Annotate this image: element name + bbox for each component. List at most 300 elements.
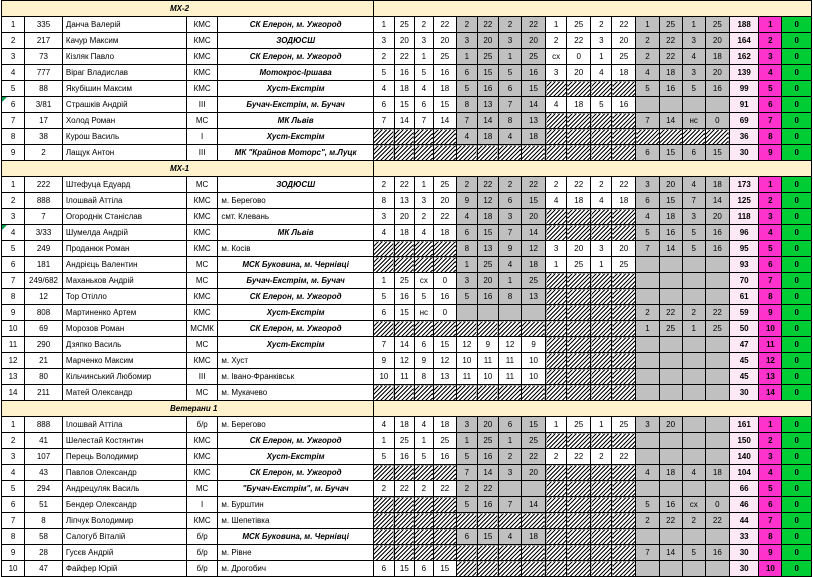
position-cell: 3 — [2, 49, 25, 65]
final-place-cell: 10 — [759, 321, 782, 337]
table-row — [2, 145, 812, 161]
race-result-cell: 11 — [498, 353, 521, 369]
rider-name-cell: Ліпчук Володимир — [62, 513, 186, 529]
race-result-cell: 7 — [498, 225, 521, 241]
race-result-cell: 25 — [705, 17, 729, 33]
race-result-cell: 18 — [477, 129, 498, 145]
race-result-cell: 25 — [659, 17, 682, 33]
race-result-cell — [521, 305, 545, 321]
sport-rank-cell: МС — [186, 113, 218, 129]
race-result-cell: 5 — [456, 449, 477, 465]
final-place-cell: 1 — [759, 177, 782, 193]
rider-name-cell: Файфер Юрій — [62, 561, 186, 577]
race-result-cell: 2 — [591, 177, 612, 193]
race-result-cell — [659, 97, 682, 113]
status-cell: 0 — [782, 177, 812, 193]
race-result-cell: 18 — [521, 257, 545, 273]
race-result-cell: 14 — [705, 193, 729, 209]
total-points-cell: 59 — [729, 305, 758, 321]
race-result-cell: сх — [546, 49, 567, 65]
race-result-cell — [636, 385, 659, 401]
position-cell: 6 — [2, 497, 25, 513]
race-result-cell: 1 — [546, 17, 567, 33]
race-result-cell — [636, 433, 659, 449]
race-result-cell: 5 — [373, 65, 394, 81]
race-result-cell — [682, 481, 705, 497]
race-result-cell — [682, 529, 705, 545]
race-result-cell: 25 — [521, 273, 545, 289]
race-result-cell — [705, 97, 729, 113]
race-result-cell: 11 — [456, 369, 477, 385]
table-row — [2, 337, 812, 353]
race-result-cell — [682, 337, 705, 353]
race-result-cell: 4 — [636, 209, 659, 225]
race-result-cell — [682, 385, 705, 401]
table-row — [2, 97, 812, 113]
race-result-cell — [414, 385, 433, 401]
final-place-cell: 3 — [759, 449, 782, 465]
status-cell: 0 — [782, 17, 812, 33]
race-result-cell: 25 — [612, 257, 636, 273]
status-cell: 0 — [782, 33, 812, 49]
race-result-cell — [636, 289, 659, 305]
race-result-cell — [433, 529, 456, 545]
race-result-cell — [498, 385, 521, 401]
race-result-cell: 1 — [456, 433, 477, 449]
club-cell: Хуст-Екстрім — [218, 129, 374, 145]
race-result-cell: 16 — [705, 545, 729, 561]
rider-name-cell: Мартиненко Артем — [62, 305, 186, 321]
total-points-cell: 188 — [729, 17, 758, 33]
rider-number-cell: 3/33 — [25, 225, 63, 241]
race-result-cell: 2 — [498, 449, 521, 465]
race-result-cell: 9 — [456, 193, 477, 209]
race-result-cell — [456, 561, 477, 577]
race-result-cell: 2 — [373, 481, 394, 497]
rider-name-cell: Шелестай Костянтин — [62, 433, 186, 449]
race-result-cell — [705, 353, 729, 369]
race-result-cell — [394, 145, 414, 161]
race-result-cell — [659, 257, 682, 273]
race-result-cell: 4 — [682, 465, 705, 481]
rider-name-cell: Гусєв Андрій — [62, 545, 186, 561]
race-result-cell — [591, 337, 612, 353]
total-points-cell: 33 — [729, 529, 758, 545]
position-cell: 12 — [2, 353, 25, 369]
race-result-cell: 20 — [659, 177, 682, 193]
race-result-cell: 16 — [521, 65, 545, 81]
table-row — [2, 529, 812, 545]
table-row — [2, 545, 812, 561]
race-result-cell: 1 — [591, 49, 612, 65]
race-result-cell: 16 — [394, 65, 414, 81]
race-result-cell: 5 — [373, 289, 394, 305]
status-cell: 0 — [782, 113, 812, 129]
race-result-cell — [591, 129, 612, 145]
race-result-cell: 12 — [456, 337, 477, 353]
sport-rank-cell: б/р — [186, 545, 218, 561]
table-row — [2, 465, 812, 481]
race-result-cell — [546, 369, 567, 385]
race-result-cell — [456, 305, 477, 321]
race-result-cell — [394, 129, 414, 145]
race-result-cell: 18 — [659, 65, 682, 81]
race-result-cell — [659, 337, 682, 353]
total-points-cell: 30 — [729, 385, 758, 401]
position-cell: 5 — [2, 481, 25, 497]
race-result-cell: 20 — [521, 209, 545, 225]
rider-number-cell: 88 — [25, 81, 63, 97]
race-result-cell — [394, 545, 414, 561]
race-result-cell — [394, 529, 414, 545]
rider-name-cell: Перець Володимир — [62, 449, 186, 465]
race-result-cell: 2 — [498, 17, 521, 33]
total-points-cell: 96 — [729, 225, 758, 241]
rider-number-cell: 181 — [25, 257, 63, 273]
race-result-cell: 22 — [659, 513, 682, 529]
race-result-cell — [414, 257, 433, 273]
rider-name-cell: Салогуб Віталій — [62, 529, 186, 545]
race-result-cell: 3 — [373, 209, 394, 225]
total-points-cell: 30 — [729, 545, 758, 561]
position-cell: 3 — [2, 209, 25, 225]
position-cell: 9 — [2, 305, 25, 321]
race-result-cell: 15 — [521, 193, 545, 209]
sport-rank-cell: МС — [186, 481, 218, 497]
race-result-cell: 18 — [705, 465, 729, 481]
race-result-cell — [591, 113, 612, 129]
final-place-cell: 6 — [759, 257, 782, 273]
race-result-cell — [636, 561, 659, 577]
position-cell: 1 — [2, 177, 25, 193]
race-result-cell: 20 — [521, 465, 545, 481]
race-result-cell: 13 — [394, 193, 414, 209]
sport-rank-cell: МС — [186, 177, 218, 193]
race-result-cell: 8 — [373, 193, 394, 209]
race-result-cell: 7 — [414, 113, 433, 129]
race-result-cell: 12 — [477, 193, 498, 209]
race-result-cell — [546, 209, 567, 225]
race-result-cell: 4 — [682, 49, 705, 65]
race-result-cell — [567, 145, 591, 161]
race-result-cell — [546, 433, 567, 449]
status-cell: 0 — [782, 465, 812, 481]
race-result-cell — [636, 481, 659, 497]
total-points-cell: 99 — [729, 81, 758, 97]
club-cell: МК "Крайнов Моторс", м.Луцк — [218, 145, 374, 161]
race-result-cell: 22 — [433, 481, 456, 497]
race-result-cell: 22 — [521, 177, 545, 193]
status-cell: 0 — [782, 97, 812, 113]
race-result-cell: 25 — [567, 17, 591, 33]
race-result-cell: 14 — [521, 97, 545, 113]
race-result-cell — [433, 545, 456, 561]
race-result-cell — [498, 321, 521, 337]
sport-rank-cell: КМС — [186, 65, 218, 81]
race-result-cell — [521, 321, 545, 337]
race-result-cell: 22 — [705, 513, 729, 529]
race-result-cell: 22 — [659, 33, 682, 49]
total-points-cell: 45 — [729, 353, 758, 369]
race-result-cell — [546, 337, 567, 353]
final-place-cell: 1 — [759, 17, 782, 33]
rider-name-cell: Ілошвай Аттіла — [62, 193, 186, 209]
rider-number-cell: 38 — [25, 129, 63, 145]
race-result-cell: 25 — [521, 49, 545, 65]
race-result-cell — [659, 273, 682, 289]
status-cell: 0 — [782, 49, 812, 65]
race-result-cell: 3 — [498, 465, 521, 481]
position-cell: 7 — [2, 113, 25, 129]
race-result-cell: 6 — [498, 417, 521, 433]
race-result-cell — [433, 513, 456, 529]
rider-name-cell: Морозов Роман — [62, 321, 186, 337]
final-place-cell: 2 — [759, 33, 782, 49]
position-cell: 10 — [2, 321, 25, 337]
race-result-cell: 25 — [433, 49, 456, 65]
club-cell: м. Берегово — [218, 193, 374, 209]
race-result-cell: 16 — [705, 241, 729, 257]
race-result-cell — [567, 545, 591, 561]
race-result-cell — [591, 369, 612, 385]
position-cell: 7 — [2, 273, 25, 289]
race-result-cell: 15 — [477, 65, 498, 81]
race-result-cell: 16 — [394, 449, 414, 465]
club-cell: Мотокрос-Іршава — [218, 65, 374, 81]
race-result-cell: 5 — [636, 81, 659, 97]
race-result-cell: 1 — [456, 257, 477, 273]
results-body — [2, 1, 812, 577]
position-cell: 9 — [2, 545, 25, 561]
race-result-cell: 8 — [498, 289, 521, 305]
race-result-cell: 25 — [612, 49, 636, 65]
race-result-cell — [567, 561, 591, 577]
sport-rank-cell: ІІІ — [186, 369, 218, 385]
race-result-cell: 3 — [414, 33, 433, 49]
race-result-cell — [636, 257, 659, 273]
table-row — [2, 257, 812, 273]
race-result-cell — [546, 561, 567, 577]
final-place-cell: 9 — [759, 145, 782, 161]
race-result-cell: 2 — [414, 481, 433, 497]
race-result-cell — [591, 321, 612, 337]
race-result-cell — [456, 513, 477, 529]
race-result-cell: 16 — [705, 225, 729, 241]
race-result-cell: 22 — [567, 177, 591, 193]
final-place-cell: 8 — [759, 289, 782, 305]
race-result-cell — [591, 465, 612, 481]
race-result-cell — [682, 97, 705, 113]
race-result-cell — [659, 369, 682, 385]
race-result-cell: 2 — [682, 513, 705, 529]
sport-rank-cell: б/р — [186, 561, 218, 577]
race-result-cell — [456, 321, 477, 337]
rider-name-cell: Марченко Максим — [62, 353, 186, 369]
table-row — [2, 497, 812, 513]
race-result-cell: 2 — [373, 177, 394, 193]
race-result-cell — [612, 545, 636, 561]
sport-rank-cell: ІІІ — [186, 97, 218, 113]
race-result-cell: 20 — [433, 193, 456, 209]
race-result-cell: 5 — [591, 97, 612, 113]
race-result-cell — [682, 353, 705, 369]
race-result-cell — [567, 529, 591, 545]
race-result-cell: 5 — [636, 497, 659, 513]
race-result-cell: 8 — [456, 97, 477, 113]
race-result-cell: 18 — [394, 81, 414, 97]
race-result-cell: 1 — [636, 321, 659, 337]
race-result-cell: 7 — [498, 497, 521, 513]
status-cell: 0 — [782, 529, 812, 545]
race-result-cell: 22 — [659, 49, 682, 65]
race-result-cell — [546, 465, 567, 481]
race-result-cell: 15 — [433, 561, 456, 577]
race-result-cell: 22 — [612, 17, 636, 33]
final-place-cell: 10 — [759, 561, 782, 577]
table-row — [2, 209, 812, 225]
race-result-cell: 2 — [373, 49, 394, 65]
race-result-cell — [456, 145, 477, 161]
race-result-cell — [591, 225, 612, 241]
race-result-cell: 22 — [612, 177, 636, 193]
race-result-cell — [659, 561, 682, 577]
race-result-cell: 2 — [636, 305, 659, 321]
final-place-cell: 5 — [759, 481, 782, 497]
race-result-cell — [705, 561, 729, 577]
race-result-cell: 2 — [636, 513, 659, 529]
race-result-cell — [591, 497, 612, 513]
race-result-cell: 6 — [636, 193, 659, 209]
race-result-cell: 6 — [498, 81, 521, 97]
status-cell: 0 — [782, 289, 812, 305]
race-result-cell — [498, 305, 521, 321]
race-result-cell — [373, 241, 394, 257]
position-cell: 1 — [2, 417, 25, 433]
club-cell: Хуст-Екстрім — [218, 81, 374, 97]
final-place-cell: 7 — [759, 113, 782, 129]
race-result-cell — [612, 513, 636, 529]
race-result-cell — [591, 433, 612, 449]
final-place-cell: 7 — [759, 273, 782, 289]
race-result-cell — [567, 273, 591, 289]
race-result-cell: 20 — [477, 33, 498, 49]
club-cell: МК Львів — [218, 113, 374, 129]
race-result-cell: 20 — [659, 417, 682, 433]
race-result-cell: 25 — [567, 257, 591, 273]
race-result-cell — [477, 545, 498, 561]
race-result-cell: 16 — [433, 289, 456, 305]
race-result-cell: 12 — [394, 353, 414, 369]
race-result-cell: 1 — [373, 433, 394, 449]
rider-number-cell: 290 — [25, 337, 63, 353]
race-result-cell: 22 — [477, 177, 498, 193]
race-result-cell: 14 — [521, 497, 545, 513]
race-result-cell — [546, 529, 567, 545]
race-result-cell: 16 — [477, 289, 498, 305]
total-points-cell: 45 — [729, 369, 758, 385]
race-result-cell: 16 — [433, 449, 456, 465]
race-result-cell: 25 — [477, 49, 498, 65]
race-result-cell: 20 — [394, 33, 414, 49]
race-result-cell: 7 — [498, 97, 521, 113]
table-row — [2, 513, 812, 529]
race-result-cell: 25 — [567, 417, 591, 433]
race-result-cell: 14 — [477, 113, 498, 129]
race-result-cell: 15 — [705, 145, 729, 161]
total-points-cell: 44 — [729, 513, 758, 529]
race-result-cell — [546, 113, 567, 129]
status-cell: 0 — [782, 561, 812, 577]
position-cell: 8 — [2, 529, 25, 545]
race-result-cell: 3 — [456, 33, 477, 49]
race-result-cell — [567, 129, 591, 145]
race-result-cell — [682, 257, 705, 273]
race-result-cell: 18 — [433, 81, 456, 97]
race-result-cell: 3 — [636, 177, 659, 193]
sport-rank-cell: МС — [186, 337, 218, 353]
status-cell: 0 — [782, 193, 812, 209]
final-place-cell: 6 — [759, 97, 782, 113]
rider-name-cell: Бендер Олександр — [62, 497, 186, 513]
race-result-cell: 16 — [433, 65, 456, 81]
status-cell: 0 — [782, 305, 812, 321]
rider-name-cell: Матей Олександр — [62, 385, 186, 401]
race-result-cell: 1 — [414, 49, 433, 65]
race-result-cell: 7 — [456, 113, 477, 129]
race-result-cell: 15 — [659, 193, 682, 209]
race-result-cell: 22 — [394, 177, 414, 193]
sport-rank-cell: МС — [186, 257, 218, 273]
race-result-cell — [546, 321, 567, 337]
sport-rank-cell: КМС — [186, 17, 218, 33]
race-result-cell — [546, 497, 567, 513]
final-place-cell: 9 — [759, 305, 782, 321]
rider-number-cell: 51 — [25, 497, 63, 513]
race-result-cell — [612, 497, 636, 513]
race-result-cell: 4 — [591, 65, 612, 81]
race-result-cell: 6 — [373, 305, 394, 321]
race-result-cell: 2 — [456, 177, 477, 193]
race-result-cell — [682, 273, 705, 289]
race-result-cell — [612, 321, 636, 337]
race-result-cell: 16 — [477, 81, 498, 97]
status-cell: 0 — [782, 449, 812, 465]
race-result-cell: 22 — [477, 17, 498, 33]
race-result-cell: 6 — [456, 225, 477, 241]
race-result-cell: 15 — [659, 145, 682, 161]
race-result-cell: 22 — [705, 305, 729, 321]
final-place-cell: 9 — [759, 545, 782, 561]
race-result-cell: 15 — [521, 81, 545, 97]
race-result-cell: 20 — [705, 33, 729, 49]
final-place-cell: 4 — [759, 65, 782, 81]
race-result-cell: нс — [682, 113, 705, 129]
race-result-cell — [394, 465, 414, 481]
table-row — [2, 305, 812, 321]
race-result-cell: 1 — [373, 17, 394, 33]
race-result-cell: 7 — [373, 337, 394, 353]
race-result-cell — [591, 513, 612, 529]
race-result-cell: 22 — [433, 209, 456, 225]
race-result-cell — [705, 417, 729, 433]
race-result-cell — [591, 529, 612, 545]
race-result-cell: 5 — [373, 449, 394, 465]
status-cell: 0 — [782, 369, 812, 385]
race-result-cell: 3 — [546, 65, 567, 81]
race-result-cell: 15 — [433, 337, 456, 353]
final-place-cell: 5 — [759, 241, 782, 257]
race-result-cell — [433, 321, 456, 337]
